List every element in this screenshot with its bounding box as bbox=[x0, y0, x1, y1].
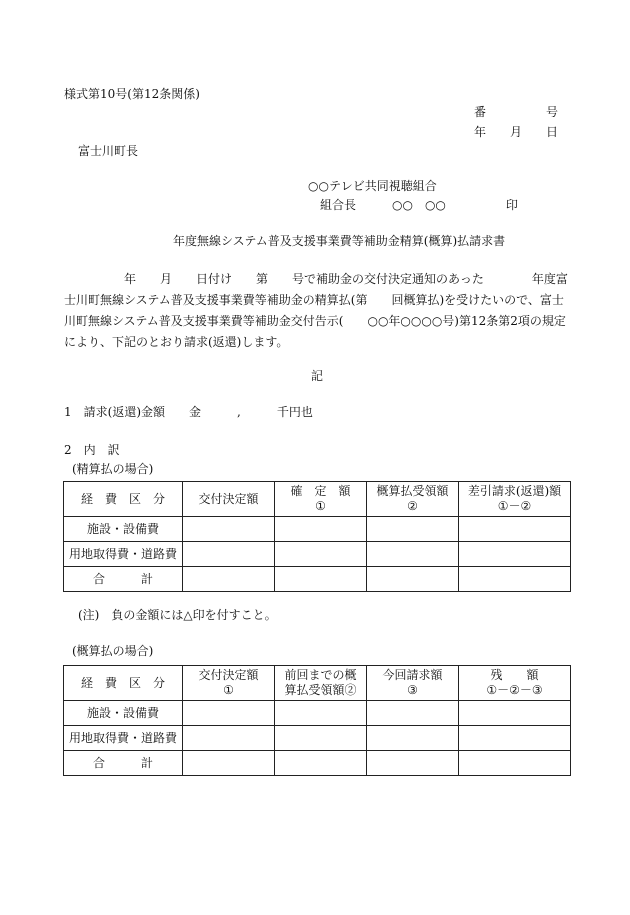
table-cell[interactable] bbox=[275, 517, 367, 542]
table-cell[interactable] bbox=[459, 567, 571, 592]
gaisan-header-category: 経 費 区 分 bbox=[64, 666, 183, 701]
seisan-header-confirmed: 確 定 額 ① bbox=[275, 482, 367, 517]
gaisan-header-row bbox=[64, 666, 571, 701]
table-cell[interactable] bbox=[183, 517, 275, 542]
table-cell[interactable] bbox=[275, 567, 367, 592]
sender-organization: ○○テレビ共同視聴組合 bbox=[308, 179, 437, 193]
seisan-header-row bbox=[64, 482, 571, 517]
seisan-header-category: 経 費 区 分 bbox=[64, 482, 183, 517]
table-cell[interactable] bbox=[183, 751, 275, 776]
body-line-1: 年 月 日付け 第 号で補助金の交付決定通知のあった 年度富 bbox=[64, 272, 568, 286]
row-label: 用地取得費・道路費 bbox=[64, 542, 183, 567]
table-cell[interactable] bbox=[367, 751, 459, 776]
gaisan-header-grant-decision: 交付決定額 ① bbox=[183, 666, 275, 701]
table-cell[interactable] bbox=[367, 726, 459, 751]
table-cell[interactable] bbox=[367, 542, 459, 567]
breakdown-heading: 2 内 訳 bbox=[64, 443, 120, 457]
body-paragraph bbox=[64, 269, 574, 353]
table-row bbox=[64, 542, 571, 567]
body-line-2: 士川町無線システム普及支援事業費等補助金の精算払(第 回概算払)を受けたいので、富士 bbox=[64, 293, 564, 307]
form-number: 様式第10号(第12条関係) bbox=[64, 87, 200, 101]
table-cell[interactable] bbox=[459, 701, 571, 726]
table-cell[interactable] bbox=[459, 751, 571, 776]
table-cell[interactable] bbox=[183, 701, 275, 726]
table-cell[interactable] bbox=[367, 701, 459, 726]
gaisan-caption: (概算払の場合) bbox=[72, 644, 154, 658]
negative-amount-note: (注) 負の金額には△印を付すこと。 bbox=[78, 608, 277, 622]
seisan-header-difference: 差引請求(返還)額 ①－② bbox=[459, 482, 571, 517]
gaisan-header-previous-received: 前回までの概 算払受領額② bbox=[275, 666, 367, 701]
body-line-4: により、下記のとおり請求(返還)します。 bbox=[64, 335, 289, 349]
seisan-header-grant-decision: 交付決定額 bbox=[183, 482, 275, 517]
table-cell[interactable] bbox=[367, 517, 459, 542]
gaisan-table bbox=[63, 665, 571, 776]
table-row bbox=[64, 751, 571, 776]
seisan-header-received: 概算払受領額 ② bbox=[367, 482, 459, 517]
table-cell[interactable] bbox=[459, 542, 571, 567]
document-number-line: 番 号 bbox=[473, 105, 558, 119]
gaisan-header-remaining: 残 額 ①－②－③ bbox=[459, 666, 571, 701]
row-label: 合 計 bbox=[64, 567, 183, 592]
table-cell[interactable] bbox=[275, 701, 367, 726]
table-cell[interactable] bbox=[275, 542, 367, 567]
seisan-table bbox=[63, 481, 571, 592]
gaisan-header-current-claim: 今回請求額 ③ bbox=[367, 666, 459, 701]
table-cell[interactable] bbox=[183, 726, 275, 751]
table-cell[interactable] bbox=[275, 726, 367, 751]
row-label: 施設・設備費 bbox=[64, 701, 183, 726]
table-row bbox=[64, 726, 571, 751]
body-line-3: 川町無線システム普及支援事業費等補助金交付告示( ○○年○○○○号)第12条第2項の規定 bbox=[64, 314, 566, 328]
addressee: 富士川町長 bbox=[78, 144, 139, 158]
table-cell[interactable] bbox=[459, 517, 571, 542]
claim-amount-line: 1 請求(返還)金額 金 , 千円也 bbox=[64, 405, 313, 419]
document-title: 年度無線システム普及支援事業費等補助金精算(概算)払請求書 bbox=[173, 234, 506, 248]
sender-representative: 組合長 ○○ ○○ 印 bbox=[320, 198, 518, 212]
table-cell[interactable] bbox=[367, 567, 459, 592]
table-cell[interactable] bbox=[275, 751, 367, 776]
row-label: 用地取得費・道路費 bbox=[64, 726, 183, 751]
table-cell[interactable] bbox=[183, 542, 275, 567]
table-row bbox=[64, 567, 571, 592]
table-row bbox=[64, 517, 571, 542]
row-label: 施設・設備費 bbox=[64, 517, 183, 542]
table-row bbox=[64, 701, 571, 726]
ki-heading: 記 bbox=[311, 369, 324, 383]
seisan-caption: (精算払の場合) bbox=[72, 462, 154, 476]
row-label: 合 計 bbox=[64, 751, 183, 776]
date-line: 年 月 日 bbox=[473, 125, 558, 139]
table-cell[interactable] bbox=[183, 567, 275, 592]
table-cell[interactable] bbox=[459, 726, 571, 751]
